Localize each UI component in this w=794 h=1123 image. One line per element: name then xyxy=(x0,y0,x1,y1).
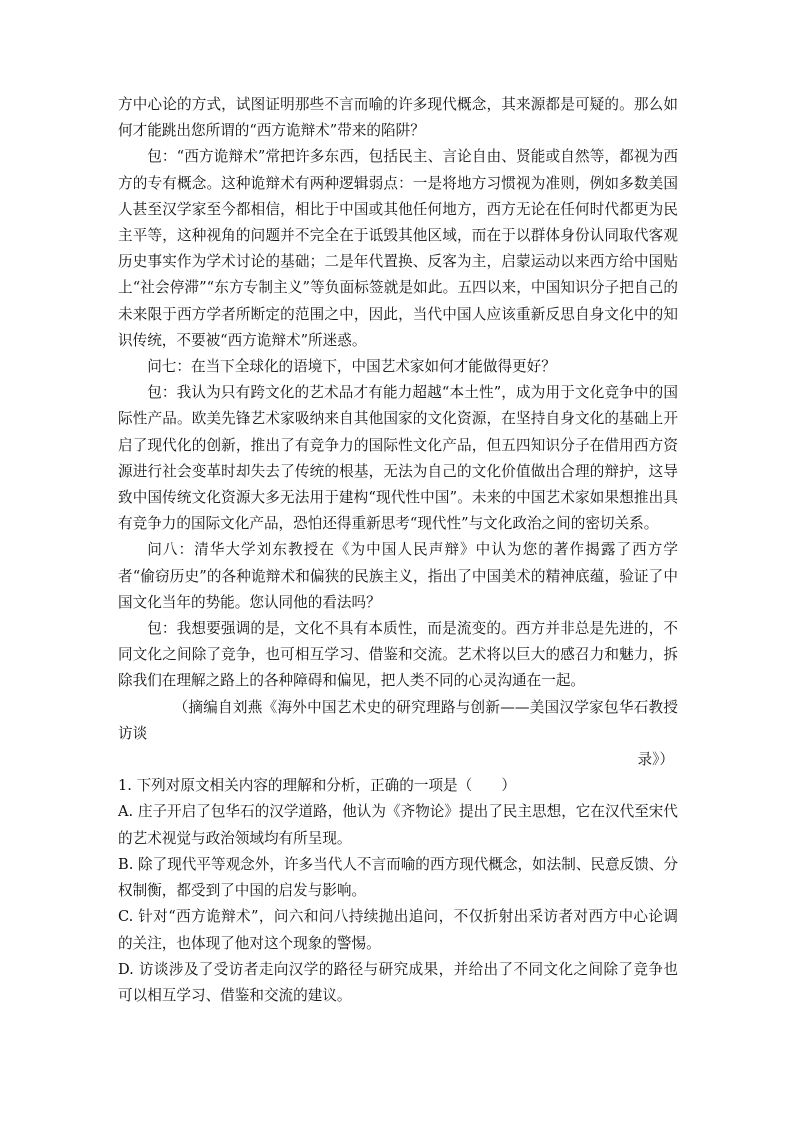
option-c: C. 针对“西方诡辩术”，问六和问八持续抛出追问，不仅折射出采访者对西方中心论调的关注，也体现了他对这个现象的警惕。 xyxy=(118,908,678,952)
question-7: 问七：在当下全球化的语境下，中国艺术家如何才能做得更好？ xyxy=(147,358,556,376)
source-citation: （摘编自刘燕《海外中国艺术史的研究理路与创新——美国汉学家包华石教授访谈 xyxy=(118,698,678,742)
document-page xyxy=(118,92,678,1009)
question-1-stem: 1. 下列对原文相关内容的理解和分析，正确的一项是（ ） xyxy=(118,777,517,795)
option-b: B. 除了现代平等观念外，许多当代人不言而喻的西方现代概念，如法制、民意反馈、分权制衡，都受到了中国的启发与影响。 xyxy=(118,855,678,900)
intro-continuation: 方中心论的方式，试图证明那些不言而喻的许多现代概念，其来源都是可疑的。那么如何才能跳出您所谓的“西方诡辩术”带来的陷阱？ xyxy=(118,96,678,140)
answer-paragraph-6: 包：“西方诡辩术”常把许多东西，包括民主、言论自由、贤能或自然等，都视为西方的专有概念。这种诡辩术有两种逻辑弱点：一是将地方习惯视为准则，例如多数美国人甚至汉学家至今都相信，相比于中国或其他任何地方，西方无论在任何时代都更为民主平等，这种视角的问题并不完全在于诋毁其他区域，而在于以群体身份认同取代客观历史事实作为学术讨论的基础；二是年代置换、反客为主，启蒙运动以来西方给中国贴上“社会停滞”“东方专制主义”等负面标签就是如此。五四以来，中国知识分子把自己的未来限于西方学者所断定的范围之中，因此，当代中国人应该重新反思自身文化中的知识传统，不要被“西方诡辩术”所迷惑。 xyxy=(118,148,678,349)
option-a: A. 庄子开启了包华石的汉学道路，他认为《齐物论》提出了民主思想，它在汉代至宋代的艺术视觉与政治领域均有所呈现。 xyxy=(118,803,678,847)
source-citation-tail: 录》） xyxy=(637,751,674,769)
answer-paragraph-8: 包：我想要强调的是，文化不具有本质性，而是流变的。西方并非总是先进的，不同文化之间除了竞争，也可相互学习、借鉴和交流。艺术将以巨大的感召力和魅力，拆除我们在理解之路上的各种障碍和偏见，把人类不同的心灵沟通在一起。 xyxy=(118,620,678,690)
answer-paragraph-7: 包：我认为只有跨文化的艺术品才有能力超越“本土性”，成为用于文化竞争中的国际性产品。欧美先锋艺术家吸纳来自其他国家的文化资源，在坚持自身文化的基础上开启了现代化的创新，推出了有竞争力的国际性文化产品，但五四知识分子在借用西方资源进行社会变革时却失去了传统的根基，无法为自己的文化价值做出合理的辩护，这导致中国传统文化资源大多无法用于建构“现代性中国”。未来的中国艺术家如果想推出具有竞争力的国际文化产品，恐怕还得重新思考“现代性”与文化政治之间的密切关系。 xyxy=(118,384,678,533)
option-d: D. 访谈涉及了受访者走向汉学的路径与研究成果，并给出了不同文化之间除了竞争也可以相互学习、借鉴和交流的建议。 xyxy=(118,960,678,1004)
question-8: 问八：清华大学刘东教授在《为中国人民声辩》中认为您的著作揭露了西方学者“偷窃历史”的各种诡辩术和偏狭的民族主义，指出了中国美术的精神底蕴，验证了中国文化当年的势能。您认同他的看法吗？ xyxy=(118,541,678,611)
